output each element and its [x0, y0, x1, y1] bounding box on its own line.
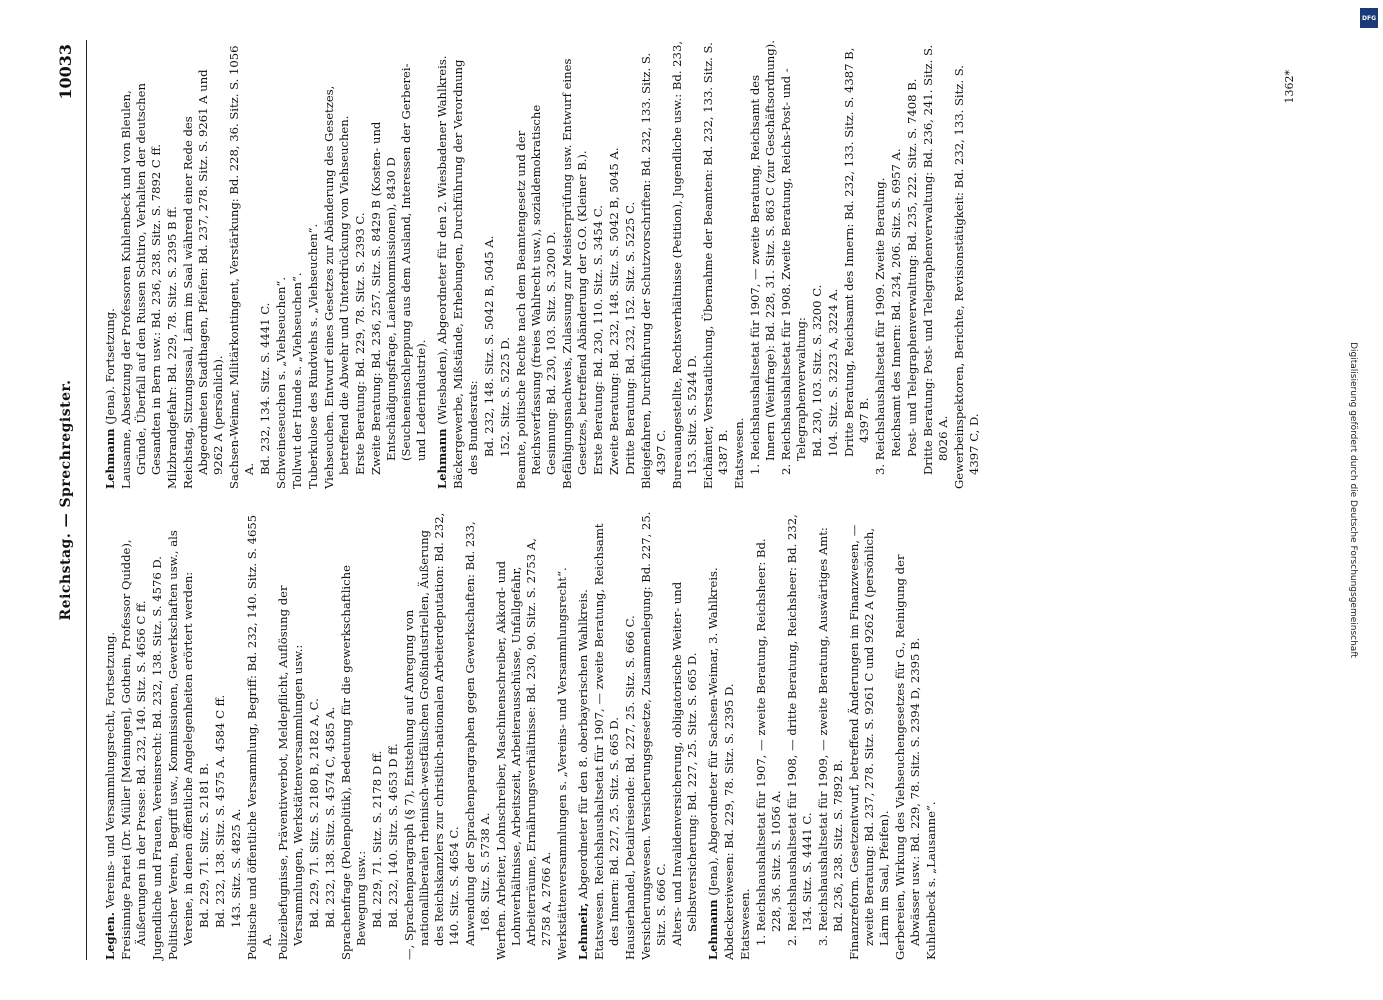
- register-entry: [810, 40, 825, 489]
- register-entry: [435, 40, 450, 489]
- register-entry: [732, 40, 747, 489]
- register-entry: [213, 511, 228, 960]
- register-entry: [306, 40, 321, 489]
- entry-text: 143. Sitz. S. 4825 A.: [229, 808, 243, 928]
- entry-text: 3. Reichshaushaltsetat für 1909, — zweite Beratung, Auswärtiges Amt: Bd. 236, 238. Sitz. S. 7892 B.: [816, 527, 845, 946]
- entry-text: Vereins- und Versammlungsrecht, Fortsetzung.: [103, 631, 117, 909]
- register-entry: [924, 511, 939, 960]
- register-entry: [369, 40, 429, 489]
- register-entry: [754, 511, 784, 960]
- page-number: 10033: [56, 44, 75, 100]
- entry-text: Bd. 229, 71. Sitz. S. 2181 B.: [197, 762, 211, 928]
- register-entry: [119, 511, 149, 960]
- entry-text: Tuberkulose des Rindviehs s. „Viehseuchen“.: [306, 223, 320, 489]
- register-entry: [245, 511, 275, 960]
- entry-text: —, Sprachenparagraph (§ 7), Entstehung auf Anregung von nationalliberalen rheinisch-westfälischen Großindustriellen, Äußerung des Reichskanzlers zur christlich-nationalen Arbeiterdeputation: Bd. 232, 140. Sitz. S. 4654 C.: [402, 512, 461, 960]
- entry-text: Lausanne, Absetzung der Professoren Kuhlenbeck und von Bleulen, Gründe, Überfall auf den Russen Schtiro, Verhalten der deutschen Gesandten in Bern usw.: Bd. 236, 238. Sitz. S. 7892 C ff.: [119, 83, 163, 489]
- dfg-logo: DFG: [1360, 8, 1378, 28]
- digitization-sidebar: [1348, 0, 1383, 1000]
- register-entry: [748, 40, 778, 489]
- entry-text: 1. Reichshaushaltsetat für 1907, — zweite Beratung, Reichsamt des Innern (Weinfrage): Bd. 228, 31. Sitz. S. 863 C (zur Geschäftsordnung).: [748, 40, 777, 475]
- register-entry: [639, 511, 669, 960]
- entry-text: Bd. 229, 71. Sitz. S. 2180 B, 2182 A, C.: [307, 698, 321, 928]
- register-entry: [258, 40, 273, 489]
- register-entry: [623, 511, 638, 960]
- entry-text: Post- und Telegraphenverwaltung: Bd. 235, 222. Sitz. S. 7408 B.: [905, 78, 919, 457]
- register-entry: [560, 40, 590, 489]
- register-entry: [706, 511, 721, 960]
- entry-text: Finanzreform. Gesetzentwurf, betreffend Änderungen im Finanzwesen, — zweite Beratung: Bd. 237, 278. Sitz. S. 9261 C und 9262 A (persönlich, Lärm im Saal, Pfeifen).: [847, 524, 891, 960]
- register-entry: [722, 511, 737, 960]
- left-column: [97, 511, 983, 960]
- register-entry: [670, 40, 700, 489]
- register-entry: [227, 40, 257, 489]
- register-entry: [290, 40, 305, 489]
- register-entry: [339, 511, 369, 960]
- register-entry: [494, 511, 554, 960]
- register-entry: [952, 40, 982, 489]
- register-entry: [576, 511, 591, 960]
- register-entry: [514, 40, 559, 489]
- entry-text: Eichämter, Verstaatlichung, Übernahme der Beamten: Bd. 232, 133. Sitz. S. 4387 B.: [701, 42, 730, 489]
- entry-text: Bd. 229, 71. Sitz. S. 2178 D ff.: [370, 750, 384, 928]
- entry-text: Dritte Beratung, Reichsamt des Innern: Bd. 232, 133. Sitz. S. 4387 B, 4397 B.: [842, 47, 871, 457]
- register-entry: [463, 511, 493, 960]
- register-entry: [905, 40, 920, 489]
- entry-text: Bd. 232, 134. Sitz. S. 4441 C.: [258, 302, 272, 475]
- entry-text: Versicherungswesen. Versicherungsgesetze, Zusammenlegung: Bd. 227, 25. Sitz. S. 666 C.: [639, 511, 668, 960]
- register-entry: [779, 40, 809, 489]
- entry-text: Bd. 232, 138. Sitz. S. 4575 A. 4584 C ff.: [213, 694, 227, 928]
- register-entry: [166, 511, 196, 960]
- register-entry: [847, 511, 892, 960]
- entry-text: Tollwut der Hunde s. „Viehseuchen“.: [290, 272, 304, 489]
- entry-text: 2. Reichshaushaltsetat für 1908, — dritte Beratung, Reichsheer: Bd. 232, 134. Sitz. S. 4441 C.: [785, 514, 814, 946]
- register-entry: [670, 511, 700, 960]
- entry-name: Lehmann: [103, 428, 117, 489]
- entry-text: 1. Reichshaushaltsetat für 1907, — zweite Beratung, Reichsheer: Bd. 228, 36. Sitz. S. 1056 A.: [754, 538, 783, 946]
- entry-text: Bd. 232, 140. Sitz. S. 4653 D ff.: [386, 743, 400, 928]
- entry-text: Politischer Verein, Begriff usw., Kommissionen, Gewerkschaften usw., als Vereine, in denen öffentliche Angelegenheiten erörtert werden:: [166, 530, 195, 960]
- right-column: [97, 40, 983, 489]
- entry-text: Beamte, politische Rechte nach dem Beamtengesetz und der Reichsverfassung (freies Wahlrecht usw.), sozialdemokratische Gesinnung: Bd. 230, 103. Sitz. S. 3200 D.: [514, 104, 558, 489]
- entry-text: 2. Reichshaushaltsetat für 1908. Zweite Beratung, Reichs-Post- und -Telegraphenverwaltung:: [779, 68, 808, 475]
- signature-mark: 1362*: [1283, 70, 1296, 104]
- register-entry: [592, 511, 622, 960]
- entry-text: Sachsen-Weimar, Militärkontingent, Verstärkung: Bd. 228, 36. Sitz. S. 1056 A.: [227, 45, 256, 489]
- register-entry: [119, 40, 164, 489]
- entry-text: Viehseuchen. Entwurf eines Gesetzes zur Abänderung des Gesetzes, betreffend die Abwehr und Unterdrückung von Viehseuchen.: [322, 85, 351, 489]
- entry-text: Bureauangestellte, Rechtsverhältnisse (Petition), Jugendliche usw.: Bd. 233, 153. Sitz. S. 5244 D.: [670, 40, 699, 489]
- entry-text: Milzbrandgefahr: Bd. 229, 78. Sitz. S. 2395 B ff.: [165, 206, 179, 489]
- entry-text: Befähigungsnachweis, Zulassung zur Meisterprüfung usw. Entwurf eines Gesetzes, betreffend Abänderung der G.O. (Kleiner B.).: [560, 58, 589, 489]
- entry-text: Bäckergewerbe, Mißstände, Erhebungen, Durchführung der Verordnung des Bundesrats:: [451, 59, 480, 489]
- register-entry: [639, 40, 669, 489]
- entry-text: Zweite Beratung: Bd. 232, 148. Sitz. S. 5042 B, 5045 A.: [607, 147, 621, 475]
- entry-text: Bleigefahren, Durchführung der Schutzvorschriften: Bd. 232, 133. Sitz. S. 4397 C.: [639, 52, 668, 489]
- digitization-note: Digitalisierung gefördert durch die Deutsche Forschungsgemeinschaft: [1348, 342, 1358, 658]
- entry-text: Jugendliche und Frauen, Vereinsrecht: Bd. 232, 138. Sitz. S. 4576 D.: [150, 556, 164, 960]
- register-entry: [893, 511, 923, 960]
- entry-text: Erste Beratung: Bd. 229, 78. Sitz. S. 2393 C.: [353, 212, 367, 475]
- entry-text: Sprachenfrage (Polenpolitik), Bedeutung für die gewerkschaftliche Bewegung usw.:: [339, 565, 368, 960]
- register-entry: [322, 40, 352, 489]
- page-title: Reichstag. — Sprechregister.: [58, 379, 74, 621]
- entry-text: Erste Beratung: Bd. 230, 110. Sitz. S. 3454 C.: [591, 205, 605, 475]
- register-entry: [274, 40, 289, 489]
- register-entry: [555, 511, 570, 960]
- entry-text: Abdeckereiwesen: Bd. 229, 78. Sitz. S. 2395 D.: [722, 683, 736, 960]
- entry-name: Lehmeir,: [576, 902, 590, 960]
- entry-text: Freisinnige Partei (Dr. Müller [Meiningen], Gothein, Professor Quidde), Äußerungen in der Presse: Bd. 232, 140. Sitz. S. 4656 C ff.: [119, 539, 148, 960]
- entry-text: Etatswesen.: [732, 417, 746, 489]
- entry-text: Gerbereien, Wirkung des Viehseuchengesetzes für G., Reinigung der Abwässer usw.: Bd. 229, 78. Sitz. S. 2394 D, 2395 B.: [893, 554, 922, 960]
- entry-text: 3. Reichshaushaltsetat für 1909. Zweite Beratung.: [873, 177, 887, 475]
- register-entry: [370, 511, 385, 960]
- entry-text: (Jena). Fortsetzung.: [103, 308, 117, 425]
- register-entry: [103, 40, 118, 489]
- entry-text: Bd. 230, 103. Sitz. S. 3200 C.: [810, 284, 824, 457]
- entry-text: Alters- und Invalidenversicherung, obligatorische Weiter- und Selbstversicherung: Bd. 227, 25. Sitz. S. 665 D.: [670, 581, 699, 946]
- entry-text: (Jena), Abgeordneter für Sachsen-Weimar, 3. Wahlkreis.: [706, 567, 720, 896]
- entry-text: Bd. 232, 138. Sitz. S. 4574 C, 4585 A.: [323, 706, 337, 928]
- entry-text: 152. Sitz. S. 5225 D.: [498, 337, 512, 457]
- register-entry: [921, 40, 951, 489]
- register-entry: [889, 40, 904, 489]
- register-entry: [402, 511, 462, 960]
- entry-text: Etatswesen.: [738, 888, 752, 960]
- register-entry: [276, 511, 306, 960]
- register-entry: [591, 40, 606, 489]
- entry-text: Anwendung der Sprachenparagraphen gegen Gewerkschaften: Bd. 233, 168. Sitz. S. 5738 A.: [463, 521, 492, 946]
- entry-text: Dritte Beratung: Post- und Telegraphenverwaltung: Bd. 236, 241. Sitz. S. 8026 A.: [921, 44, 950, 475]
- entry-text: Reichstag, Sitzungssaal, Lärm im Saal während einer Rede des Abgeordneten Stadthagen, Pfeifen: Bd. 237, 278. Sitz. S. 9261 A und 9262 A (persönlich).: [181, 69, 225, 489]
- register-entry: [482, 40, 497, 489]
- entry-text: Etatswesen. Reichshaushaltsetat für 1907, — zweite Beratung, Reichsamt des Innern: Bd. 227, 25. Sitz. S. 665 D.: [592, 523, 621, 960]
- entry-text: Reichsamt des Innern: Bd. 234, 206. Sitz. S. 6957 A.: [889, 148, 903, 457]
- entry-name: Lehmann: [435, 428, 449, 489]
- entry-text: Hausierhandel, Detailreisende: Bd. 227, 25. Sitz. S. 666 C.: [623, 615, 637, 960]
- register-page: [52, 40, 1302, 960]
- register-entry: [307, 511, 322, 960]
- register-entry: [386, 511, 401, 960]
- register-entry: [738, 511, 753, 960]
- register-entry: [150, 511, 165, 960]
- register-entry: [181, 40, 226, 489]
- register-entry: [229, 511, 244, 960]
- register-entry: [816, 511, 846, 960]
- entry-text: (Wiesbaden), Abgeordneter für den 2. Wiesbadener Wahlkreis.: [435, 55, 449, 425]
- register-entry: [323, 511, 338, 960]
- register-entry: [498, 40, 513, 489]
- entry-name: Lehmann: [706, 899, 720, 960]
- register-entry: [826, 40, 841, 489]
- register-entry: [353, 40, 368, 489]
- register-entry: [165, 40, 180, 489]
- register-entry: [701, 40, 731, 489]
- register-entry: [451, 40, 481, 489]
- entry-text: Werkstättenversammlungen s. „Vereins- und Versammlungsrecht“.: [555, 567, 569, 960]
- entry-text: Zweite Beratung: Bd. 236, 257. Sitz. S. 8429 B (Kosten- und Entschädigungsfrage, Laienkommissionen), 8430 D (Seucheneinschleppung aus dem Ausland, Interessen der Gerberei- und Lederindustrie).: [369, 63, 428, 475]
- entry-text: Abgeordneter für den 8. oberbayerischen Wahlkreis.: [576, 589, 590, 899]
- entry-text: Dritte Beratung: Bd. 232, 152. Sitz. S. 5225 C.: [623, 201, 637, 475]
- entry-text: Werften. Arbeiter, Lohnschreiber, Maschinenschreiber, Akkord- und Lohnverhältnisse, Arbeitszeit, Arbeiterausschüsse, Unfallgefahr, Arbeiterräume, Ernährungsverhältnisse: Bd. 230, 90. Sitz. S. 2753 A, 2758 A, 2766 A.: [494, 538, 553, 960]
- entry-text: 104. Sitz. S. 3223 A, 3224 A.: [826, 288, 840, 457]
- entry-text: Schweineseuchen s. „Viehseuchen“.: [274, 276, 288, 489]
- register-entry: [103, 511, 118, 960]
- entry-text: Gewerbeinspektoren, Berichte, Revisionstätigkeit: Bd. 232, 133. Sitz. S. 4397 C, D.: [952, 65, 981, 489]
- entry-text: Polizeibefugnisse, Präventivverbot, Meldepflicht, Auflösung der Versammlungen, Werkstättenversammlungen usw.:: [276, 585, 305, 960]
- register-entry: [607, 40, 622, 489]
- entry-text: Politische und öffentliche Versammlung, Begriff: Bd. 232, 140. Sitz. S. 4655 A.: [245, 514, 274, 960]
- entry-text: Kuhlenbeck s. „Lausanne“.: [924, 801, 938, 960]
- entry-text: Bd. 232, 148. Sitz. S. 5042 B, 5045 A.: [482, 235, 496, 457]
- register-entry: [785, 511, 815, 960]
- entry-name: Legien.: [103, 912, 117, 960]
- register-entry: [873, 40, 888, 489]
- register-entry: [623, 40, 638, 489]
- register-entry: [842, 40, 872, 489]
- page-header: [52, 40, 87, 960]
- register-entry: [197, 511, 212, 960]
